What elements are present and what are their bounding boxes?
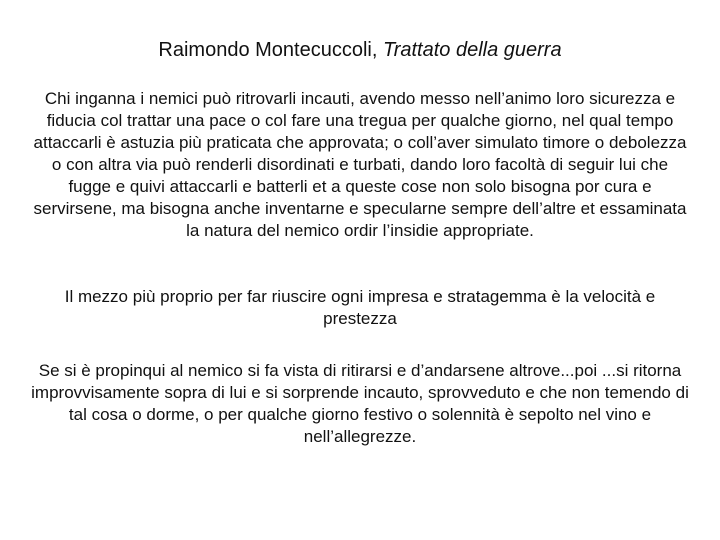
quote-paragraph-1: Chi inganna i nemici può ritrovarli incauti, avendo messo nell’animo loro sicurezza e fiducia col trattar una pace o col fare una tregua per qualche giorno, nel qual tempo attaccarli è astuzia più praticata che approvata; o coll’aver simulato timore o debolezza o con altra via può renderli disordinati e turbati, dando loro facoltà di seguir lui che fugge e quivi attaccarli e batterli et a queste cose non solo bisogna por cura e servirsene, ma bisogna anche inventarne e specularne sempre dell’altre et essaminata la natura del nemico ordir l’insidie appropriate.: [33, 89, 687, 240]
quote-paragraph-2: Il mezzo più proprio per far riuscire ogni impresa e stratagemma è la velocità e prestezza: [64, 287, 656, 328]
quote-paragraph-3: Se si è propinqui al nemico si fa vista di ritirarsi e d’andarsene altrove...poi ...si ritorna improvvisamente sopra di lui e si sorprende incauto, sprovveduto e che non temendo di tal cosa o dorme, o per qualche giorno festivo o solennità è sepolto nel vino e nell’allegrezze.: [31, 361, 689, 446]
title-work: Trattato della guerra: [382, 39, 562, 61]
slide-title: [0, 36, 720, 64]
title-author: Raimondo Montecuccoli,: [158, 39, 378, 61]
